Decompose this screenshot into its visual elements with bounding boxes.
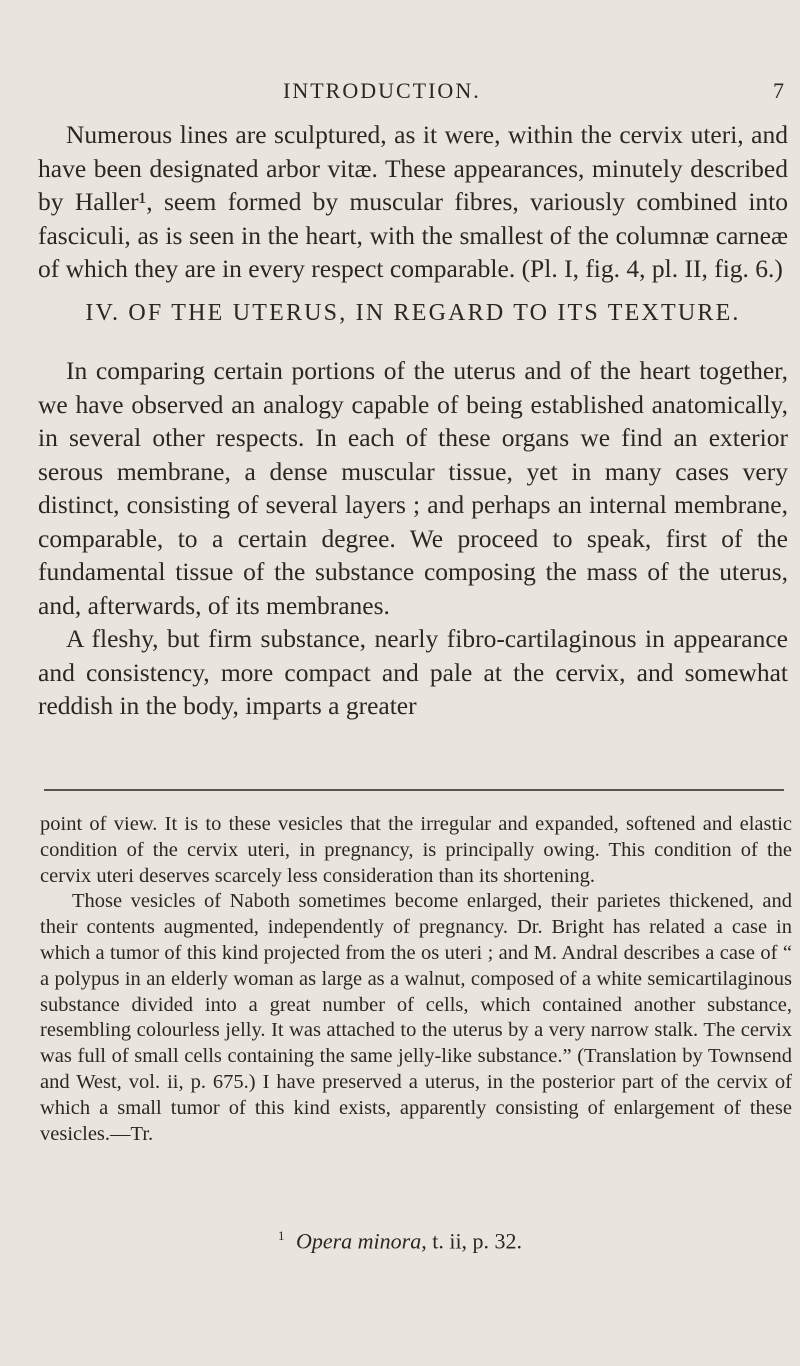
footnote-citation: t. ii, p. 32.	[432, 1228, 523, 1254]
footnote	[0, 1228, 800, 1254]
section-heading: IV. OF THE UTERUS, IN REGARD TO ITS TEXTURE.	[85, 300, 741, 326]
note-paragraph: point of view. It is to these vesicles that the irregular and expanded, softened and elastic condition of the cervix uteri, in pregnancy, is principally owing. This condition of the cervix uteri deserves scarcely less consideration than its shortening.	[40, 813, 792, 887]
intro-text	[38, 118, 788, 286]
note-paragraph: Those vesicles of Naboth sometimes become enlarged, their parietes thickened, and their contents augmented, independently of pregnancy. Dr. Bright has related a case in which a tumor of this kind projected from the os uteri ; and M. Andral describes a case of “ a polypus in an elderly woman as large as a walnut, composed of a white semicartilaginous substance divided into a great number of cells, which contained another substance, resembling colourless jelly. It was attached to the uterus by a very narrow stalk. The cervix was full of small cells containing the same jelly-like substance.” (Translation by Townsend and West, vol. ii, p. 675.) I have preserved a uterus, in the posterior part of the cervix of which a small tumor of this kind exists, apparently consisting of enlargement of these vesicles.—Tr.	[40, 890, 792, 1145]
intro-paragraph: Numerous lines are sculptured, as it were, within the cervix uteri, and have been designated arbor vitæ. These appearances, minutely described by Haller¹, seem formed by muscular fibres, variously combined into fasciculi, as is seen in the heart, with the smallest of the columnæ carneæ of which they are in every respect comparable. (Pl. I, fig. 4, pl. II, fig. 6.)	[38, 120, 788, 283]
section-paragraph: A fleshy, but firm substance, nearly fibro-cartilaginous in appearance and consistency, more compact and pale at the cervix, and somewhat reddish in the body, imparts a greater	[38, 624, 788, 720]
section-paragraph: In comparing certain portions of the uterus and of the heart together, we have observed an analogy capable of being established anatomically, in several other respects. In each of these organs we find an exterior serous membrane, a dense muscular tissue, yet in many cases very distinct, consisting of several layers ; and perhaps an internal membrane, comparable, to a certain degree. We proceed to speak, first of the fundamental tissue of the substance composing the mass of the uterus, and, afterwards, of its membranes.	[38, 356, 788, 620]
translator-notes	[40, 812, 792, 1147]
footnote-marker: 1	[277, 1228, 285, 1243]
running-title: INTRODUCTION.	[283, 78, 481, 103]
running-head	[0, 78, 800, 112]
note-divider	[44, 789, 784, 791]
section-body	[38, 354, 788, 723]
page-number: 7	[773, 78, 784, 103]
footnote-work: Opera minora,	[295, 1228, 427, 1254]
